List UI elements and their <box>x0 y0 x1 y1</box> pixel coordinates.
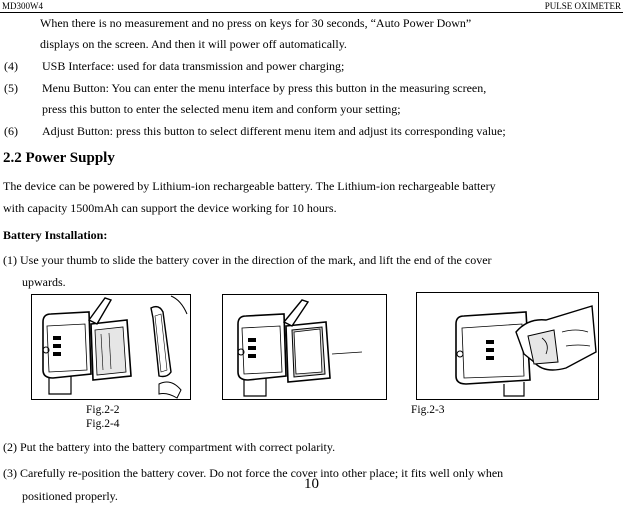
caption-fig-2-3: Fig.2-3 <box>411 404 445 416</box>
step-3-line-1: (3) Carefully re-position the battery cover. Do not force the cover into other place; it fits well only when <box>3 466 504 480</box>
power-para-2: with capacity 1500mAh can support the device working for 10 hours. <box>3 201 337 215</box>
auto-power-text-2: displays on the screen. And then it will power off automatically. <box>40 37 347 51</box>
item-text-5b: press this button to enter the selected menu item and conform your setting; <box>42 102 401 116</box>
figure-battery-cover-lift <box>31 294 191 405</box>
battery-heading: Battery Installation: <box>3 228 108 242</box>
item-number-6: (6) <box>4 124 18 138</box>
caption-fig-2-4: Fig.2-4 <box>86 418 120 430</box>
item-text-5a: Menu Button: You can enter the menu interface by press this button in the measuring screen, <box>42 81 487 95</box>
caption-fig-2-2: Fig.2-2 <box>86 404 120 416</box>
header-left: MD300W4 <box>2 1 43 11</box>
item-text-4: USB Interface: used for data transmission and power charging; <box>42 59 345 73</box>
step-3-line-2: positioned properly. <box>22 489 118 503</box>
step-1-line-2: upwards. <box>22 275 66 289</box>
item-text-6: Adjust Button: press this button to select different menu item and adjust its corresponding value; <box>42 124 506 138</box>
section-heading: 2.2 Power Supply <box>3 150 115 166</box>
figure-battery-insert <box>222 294 387 405</box>
power-para-1: The device can be powered by Lithium-ion rechargeable battery. The Lithium-ion rechargeable battery <box>3 179 496 193</box>
step-2: (2) Put the battery into the battery compartment with correct polarity. <box>3 440 336 454</box>
figure-cover-reposition <box>416 292 599 405</box>
header-right: PULSE OXIMETER <box>544 1 621 11</box>
item-number-5: (5) <box>4 81 18 95</box>
auto-power-text-1: When there is no measurement and no press on keys for 30 seconds, “Auto Power Down” <box>40 16 472 30</box>
page-number: 10 <box>304 476 319 492</box>
item-number-4: (4) <box>4 59 18 73</box>
step-1-line-1: (1) Use your thumb to slide the battery cover in the direction of the mark, and lift the end of the cover <box>3 253 492 267</box>
header-rule <box>0 12 623 13</box>
